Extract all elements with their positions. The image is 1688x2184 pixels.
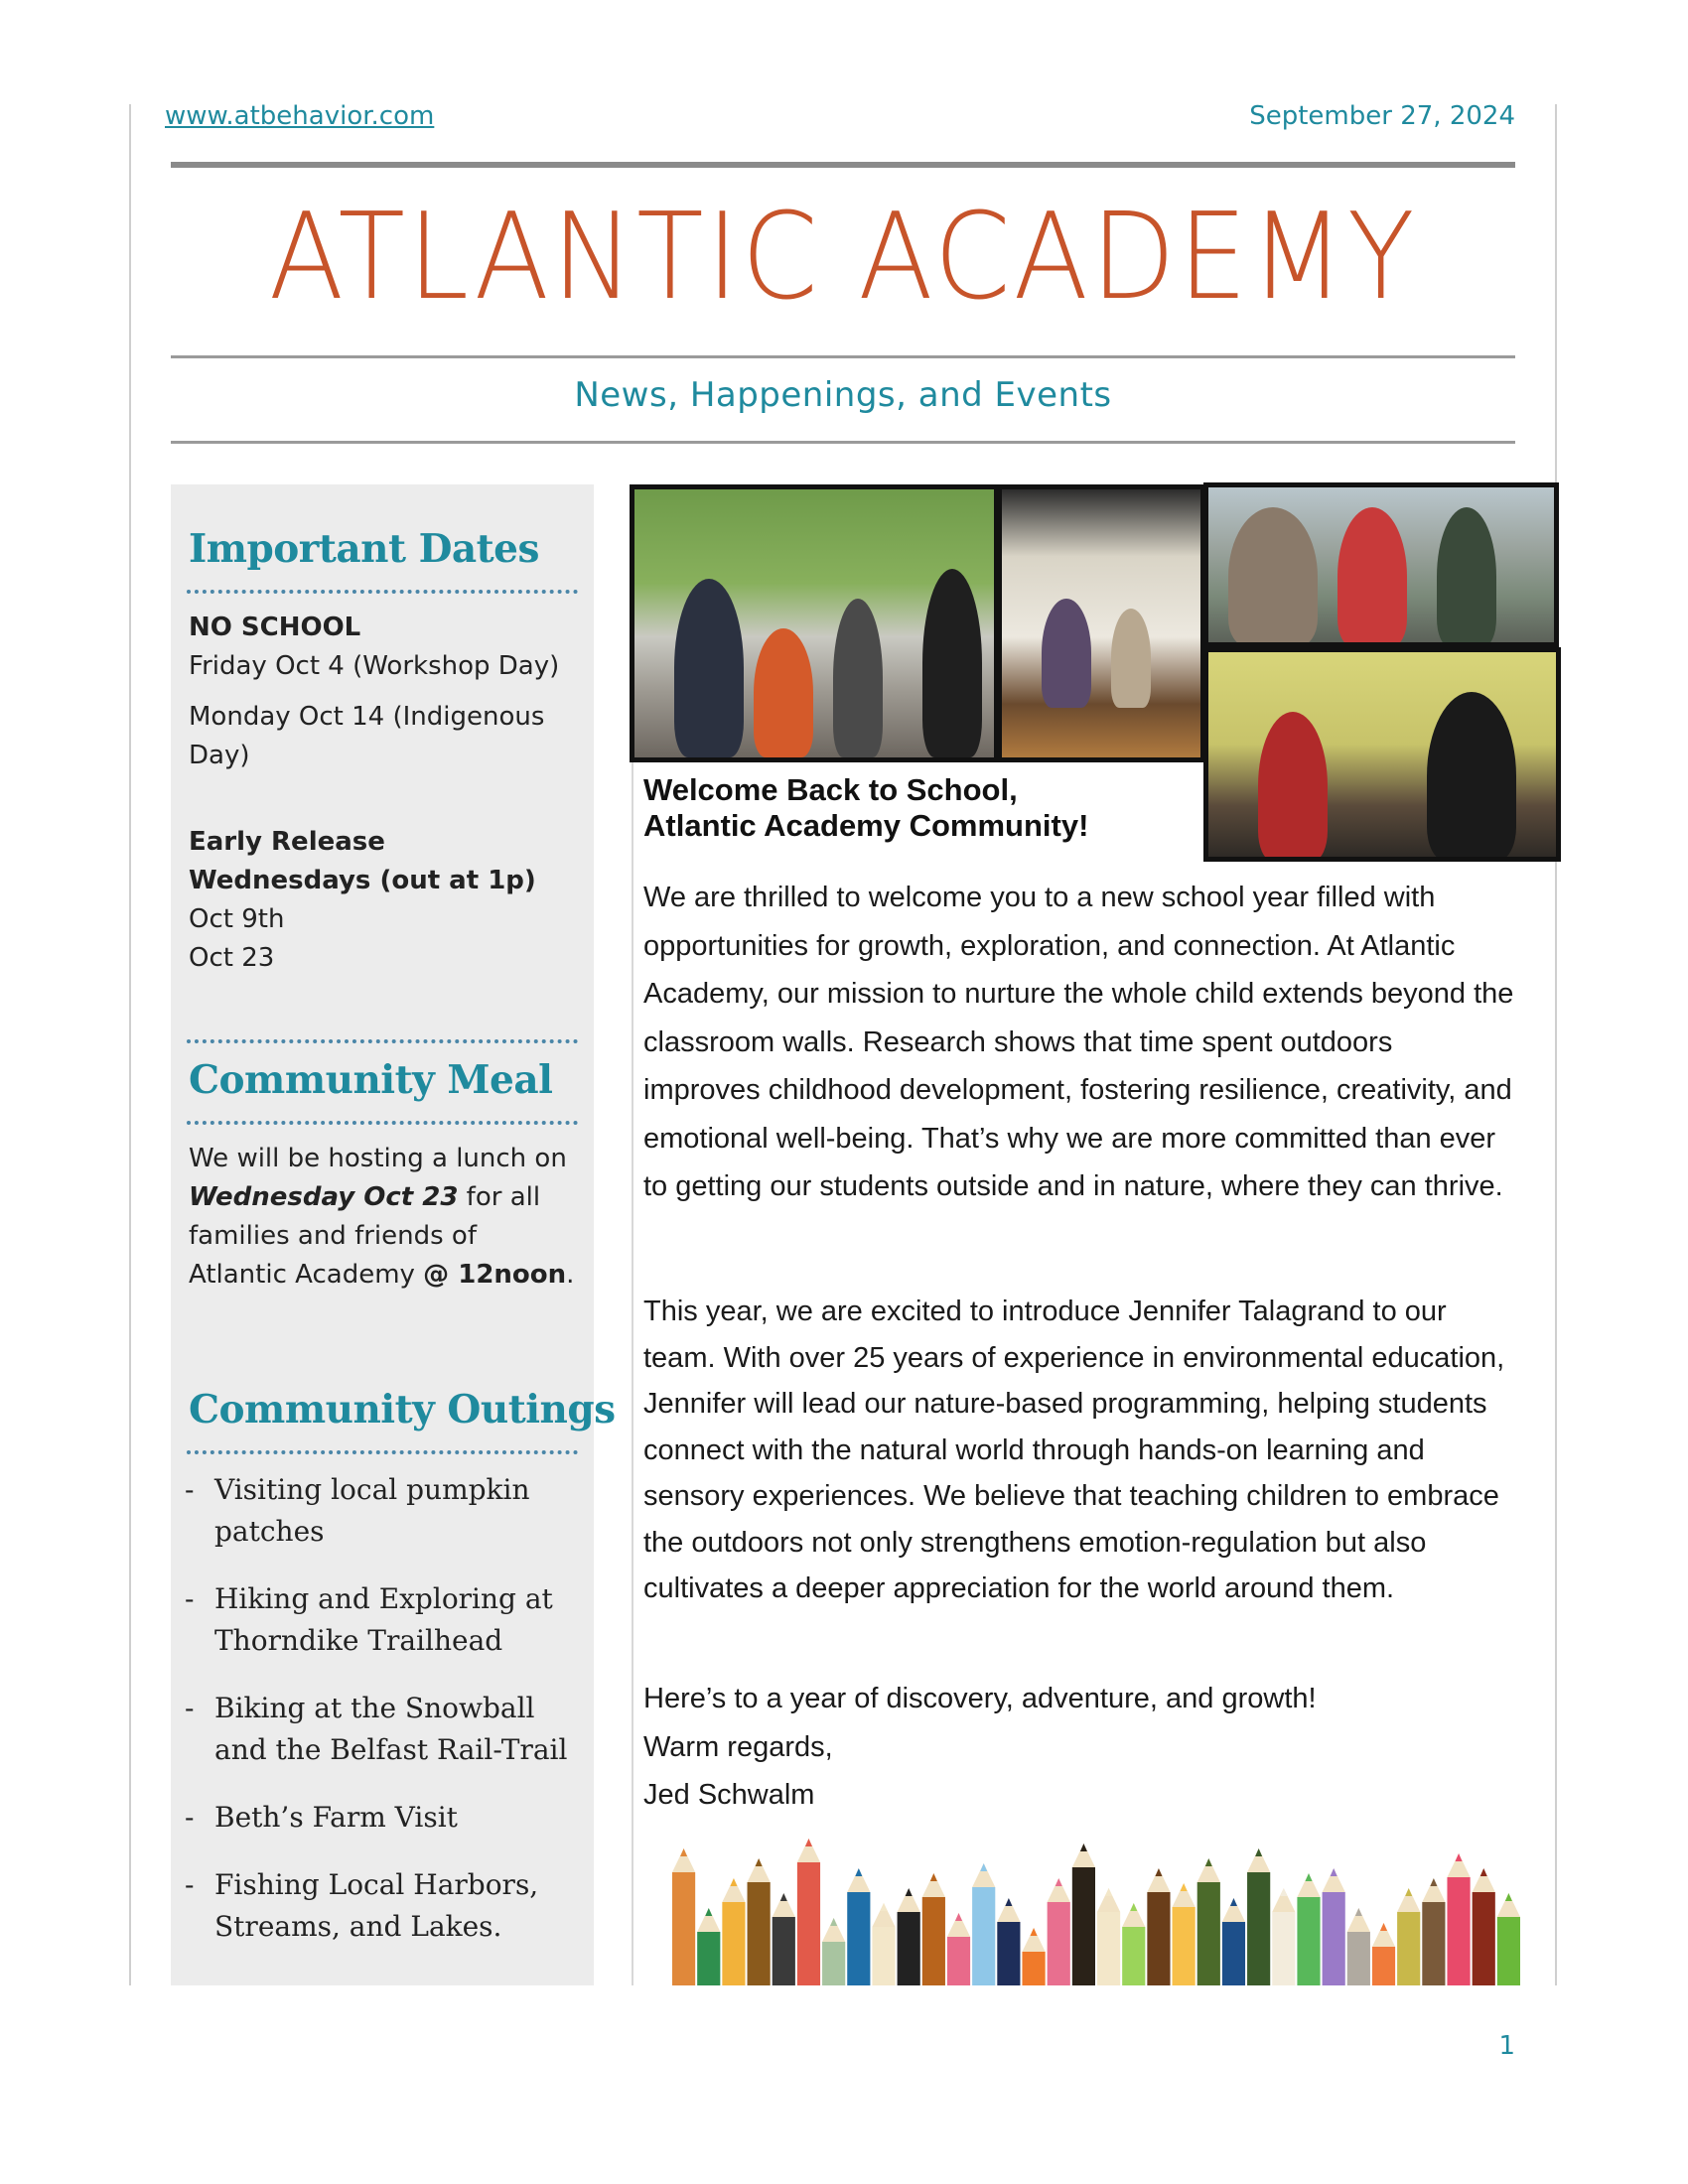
pencil xyxy=(697,1908,720,1985)
pencil xyxy=(722,1878,745,1985)
pencil xyxy=(1197,1858,1220,1985)
pencil xyxy=(797,1839,820,1985)
pencil xyxy=(1147,1868,1170,1985)
meal-day: Wednesday Oct 23 xyxy=(189,1182,459,1212)
website-link[interactable]: www.atbehavior.com xyxy=(165,101,435,131)
photo-outdoor-table xyxy=(1203,482,1559,647)
list-item xyxy=(185,1688,582,1771)
pencil xyxy=(1473,1868,1495,1985)
meal-text-before: We will be hosting a lunch on xyxy=(189,1144,567,1173)
welcome-heading xyxy=(643,772,1088,844)
page-number: 1 xyxy=(1498,2031,1515,2061)
outing-item-text: Visiting local pumpkin patches xyxy=(214,1473,530,1548)
outing-item-text: Fishing Local Harbors, Streams, and Lakes. xyxy=(214,1868,539,1943)
pencil xyxy=(1347,1908,1370,1985)
list-item xyxy=(185,1797,582,1839)
list-dash: - xyxy=(185,1801,195,1834)
outing-item-text: Biking at the Snowball and the Belfast Rail-Trail xyxy=(214,1692,568,1766)
header-rule-middle xyxy=(171,355,1515,358)
pencil xyxy=(898,1888,920,1985)
early-release-label: Early Release Wednesdays (out at 1p) xyxy=(189,827,536,895)
community-outings-divider xyxy=(187,1450,578,1454)
signature: Jed Schwalm xyxy=(643,1779,815,1811)
community-meal-divider-top xyxy=(187,1039,578,1043)
list-item xyxy=(185,1578,582,1662)
early-release-date-1: Oct 9th xyxy=(189,904,285,934)
no-school-date-1: Friday Oct 4 (Workshop Day) xyxy=(189,651,560,681)
pencil xyxy=(672,1848,695,1985)
photo-classroom xyxy=(997,484,1205,762)
community-outings-heading: Community Outings xyxy=(189,1387,616,1433)
pencil xyxy=(1048,1878,1070,1985)
list-dash: - xyxy=(185,1582,195,1615)
pencil xyxy=(1173,1883,1196,1985)
pencil xyxy=(748,1858,771,1985)
no-school-date-2: Monday Oct 14 (Indigenous Day) xyxy=(189,702,545,770)
pencil xyxy=(773,1893,795,1985)
article-paragraph-1: We are thrilled to welcome you to a new school year filled with opportunities for growth, exploration, and connection. At Atlantic Academy, our mission to nurture the whole child extends beyond the classroom walls. Research shows that time spent outdoors improves childhood development, fostering resilience, creativity, and emotional well-being. That’s why we are more committed than ever to getting our students outside and in nature, where they can thrive. xyxy=(643,882,1514,1202)
no-school-block xyxy=(189,609,578,686)
important-dates-heading: Important Dates xyxy=(189,526,539,572)
pencil xyxy=(1323,1868,1345,1985)
welcome-line-2: Atlantic Academy Community! xyxy=(643,808,1089,843)
list-dash: - xyxy=(185,1473,195,1506)
header-rule-top xyxy=(171,162,1515,168)
article-paragraph-2: This year, we are excited to introduce Jennifer Talagrand to our team. With over 25 years of experience in environmental education, Jennifer will lead our nature-based programming, helping students connect with the natural world through hands-on learning and sensory experiences. We believe that teaching children to embrace the outdoors not only strengthens emotion-regulation but also cultivates a deeper appreciation for the world around them. xyxy=(643,1296,1505,1604)
pencil xyxy=(1222,1898,1245,1985)
pencil xyxy=(922,1873,945,1985)
pencil xyxy=(822,1918,845,1985)
pencil xyxy=(872,1903,895,1985)
pencil xyxy=(997,1898,1020,1985)
closing-line: Here’s to a year of discovery, adventure, and growth! xyxy=(643,1683,1317,1714)
list-dash: - xyxy=(185,1692,195,1724)
meal-text-middle: for all families and friends of Atlantic Academy xyxy=(189,1182,541,1290)
pencil xyxy=(1497,1893,1520,1985)
page-frame-left xyxy=(129,104,131,1985)
list-dash: - xyxy=(185,1868,195,1901)
photo-outdoor-deck xyxy=(630,484,999,762)
list-item xyxy=(185,1469,582,1553)
pencil xyxy=(1272,1888,1295,1985)
pencil xyxy=(1297,1873,1320,1985)
pencil xyxy=(1397,1888,1420,1985)
page-frame-right xyxy=(1555,104,1557,1985)
pencil xyxy=(1122,1903,1145,1985)
article-closing xyxy=(643,1675,1517,1820)
important-dates-divider xyxy=(187,590,578,594)
pencil xyxy=(1422,1878,1445,1985)
pencil xyxy=(1372,1923,1395,1985)
tagline: News, Happenings, and Events xyxy=(574,375,1112,415)
colored-pencils-illustration xyxy=(671,1827,1521,1985)
pencil xyxy=(1022,1928,1045,1985)
list-item xyxy=(185,1864,582,1948)
outing-item-text: Hiking and Exploring at Thorndike Trailhead xyxy=(214,1582,553,1657)
outings-list xyxy=(185,1469,582,1974)
community-meal-divider-bottom xyxy=(187,1121,578,1125)
meal-time: @ 12noon xyxy=(423,1260,567,1290)
signoff: Warm regards, xyxy=(643,1730,833,1763)
no-school-label: NO SCHOOL xyxy=(189,613,361,642)
pencil xyxy=(1247,1848,1270,1985)
masthead-title: ATLANTIC ACADEMY xyxy=(268,189,1418,327)
early-release-date-2: Oct 23 xyxy=(189,943,275,973)
outing-item-text: Beth’s Farm Visit xyxy=(214,1801,458,1834)
header-rule-bottom xyxy=(171,441,1515,444)
pencil xyxy=(972,1863,995,1985)
community-meal-heading: Community Meal xyxy=(189,1057,553,1103)
pencil xyxy=(847,1868,870,1985)
pencil xyxy=(1072,1843,1095,1985)
meal-text-after: . xyxy=(566,1260,575,1290)
newsletter-date: September 27, 2024 xyxy=(1249,101,1515,131)
community-meal-text xyxy=(189,1140,576,1295)
column-divider xyxy=(632,754,633,1985)
pencil xyxy=(1097,1888,1120,1985)
photo-indoor-activity xyxy=(1203,647,1561,862)
pencil xyxy=(947,1913,970,1985)
welcome-line-1: Welcome Back to School, xyxy=(643,772,1018,807)
pencil xyxy=(1447,1853,1470,1985)
